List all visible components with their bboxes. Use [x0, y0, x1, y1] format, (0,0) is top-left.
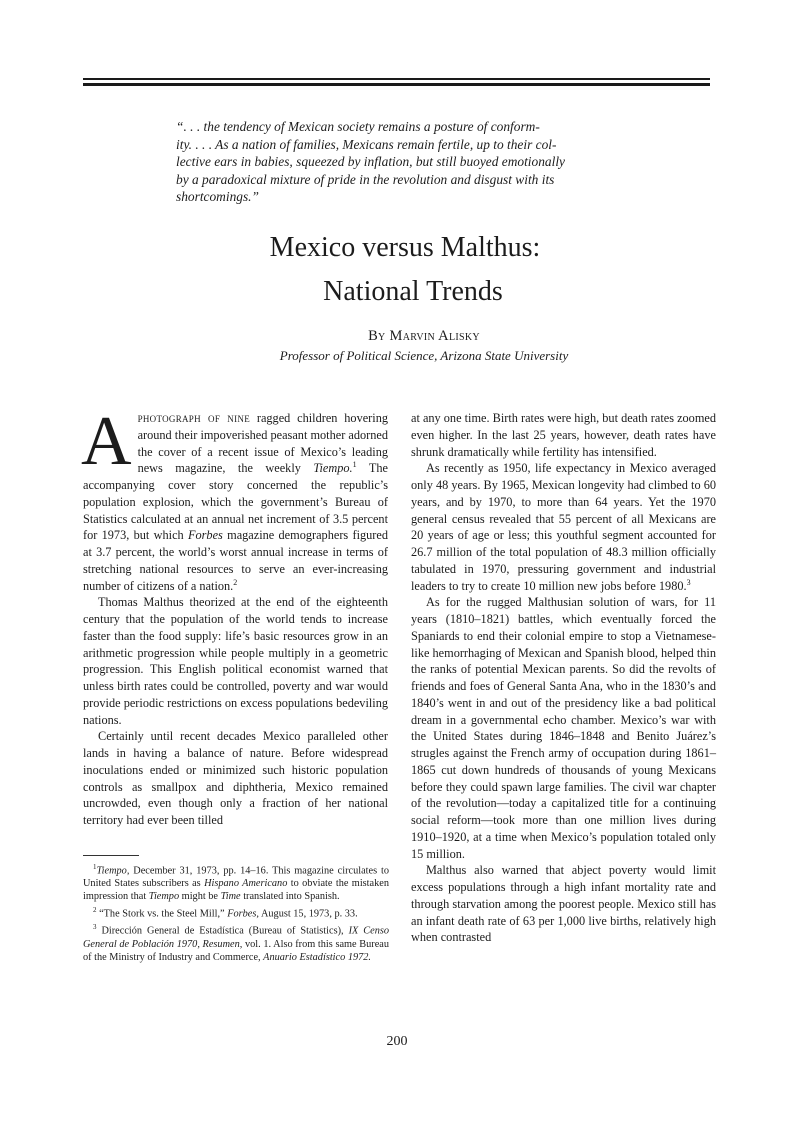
header-rule-thick — [83, 83, 710, 86]
body-column-right — [411, 410, 716, 946]
footnote — [83, 904, 389, 921]
footnote-text: vol. 1. Also from this same Bureau of the Ministry of Industry and Commerce, — [83, 938, 389, 963]
author-byline: By Marvin Alisky — [368, 328, 480, 344]
footnote-source: IX Censo General de Población 1970, Resumen, — [83, 925, 389, 950]
footnote-text: August 15, 1973, p. 33. — [258, 908, 358, 920]
paragraph: Malthus also warned that abject poverty would limit excess populations through a high infant mortality rate and through starvation among the poorest people. Mexico still has an infant death rate of 63 per 1,000 live births, relatively high when contrasted — [411, 863, 716, 945]
footnote-number: 3 — [93, 923, 97, 932]
title-line-1: Mexico versus Malthus: — [269, 232, 541, 263]
magazine-name: Tiempo. — [313, 461, 353, 476]
paragraph-text: magazine demographers figured at 3.7 percent, the world’s worst annual increase in terms of stretching national resources to serve an ever-increasing number of citizens of a nation. — [83, 528, 389, 593]
paragraph-text: The accompanying cover story concerned the republic’s population explosion, which the government’s Bureau of Statistics calculated at an annual net increment of 3.5 percent for 1973, but which — [83, 461, 388, 543]
footnote — [83, 921, 389, 964]
footnote — [83, 861, 389, 904]
footnote-text: might be — [179, 891, 221, 903]
paragraph: Certainly until recent decades Mexico paralleled other lands in having a balance of nature. Before widespread inoculations ended or minimized such historic population controls as smallpox and diphtheria, Mexico remained uncrowded, even though only a fraction of her national territory had ever been tilled — [83, 729, 388, 827]
footnote-source: Hispano Americano — [204, 878, 288, 890]
footnote-divider — [83, 855, 139, 856]
paragraph-text: As recently as 1950, life expectancy in Mexico averaged only 48 years. By 1965, Mexican longevity had climbed to 60 years, and by 1970, to more than 64 years. Yet the 1970 general census revealed that 55 percent of all Mexicans are 20 years of age or less; this youthful segment accounted for 26.7 million of the total population of 48.3 million officially tabulated in 1970, pressuring government and industrial leaders to try to create 10 million new jobs before 1980. — [411, 461, 716, 593]
article-title — [0, 226, 794, 314]
author-affiliation: Professor of Political Science, Arizona State University — [279, 348, 569, 363]
footnote-source: Tiempo — [148, 891, 180, 903]
page-number: 200 — [386, 1034, 408, 1049]
title-line-2: National Trends — [323, 276, 503, 307]
epigraph-line: lective ears in babies, squeezed by inflation, but still buoyed emotionally — [176, 154, 565, 170]
footnote-ref: 2 — [233, 577, 238, 587]
paragraph — [411, 460, 716, 594]
epigraph-line: by a paradoxical mixture of pride in the revolution and disgust with its — [176, 171, 555, 187]
footnote-text: Dirección General de Estadística (Bureau of Statistics), — [96, 925, 349, 937]
footnotes — [83, 861, 389, 965]
footnote-ref: 3 — [686, 577, 691, 587]
lead-in-smallcaps: photograph of nine — [137, 411, 250, 425]
drop-cap: A — [81, 403, 132, 480]
footnote-text: translated into Spanish. — [240, 891, 340, 903]
footnote-source: Forbes, — [227, 908, 259, 920]
epigraph-quote — [176, 118, 634, 206]
paragraph: As for the rugged Malthusian solution of wars, for 11 years (1810–1821) battles, which eventually forced the Spaniards to end their colonial empire to stop a Vietnamese-like hemorrhaging of Mexican and Spanish blood, helped thin the ranks of potential Mexican parents. So did the revolts of friends and foes of General Santa Ana, who in the 1830’s and 1840’s went in and out of the presidency like a bad political dream in a governmental echo chamber. Mexico’s war with the United States during 1846–1848 and Benito Juárez’s strugles against the French army of occupation during 1861–1865 cut down hundreds of thousands of young Mexicans before they could spawn large families. The civil war chapter of the revolution—today a capitalized title for a continuing social reform—took more than one million lives during 1910–1920, at a time when Mexico’s population totaled only 15 million. — [411, 595, 716, 861]
footnote-number: 2 — [93, 906, 97, 915]
footnote-ref: 1 — [352, 460, 357, 470]
paragraph: Thomas Malthus theorized at the end of the eighteenth century that the population of the world tends to increase faster than the food supply: life’s basic resources grow in an arithmetic progression while people multiply in a geometric progression. This English political economist warned that unless birth rates could be controlled, poverty and war would provide periodic restrictions on excess populations bedeviling nations. — [83, 595, 388, 727]
footnote-source: Time — [220, 891, 241, 903]
footnote-source: Tiempo, — [96, 865, 130, 877]
footnote-text: “The Stork vs. the Steel Mill,” — [96, 908, 228, 920]
paragraph: at any one time. Birth rates were high, but death rates zoomed even higher. In the last 25 years, however, death rates have shrunk dramatically while fertility has intensified. — [411, 411, 716, 459]
epigraph-line: “. . . the tendency of Mexican society remains a posture of conform- — [176, 119, 540, 134]
footnote-text: to obviate the mistaken impression that — [83, 878, 389, 903]
paragraph — [81, 403, 389, 594]
footnote-source: Anuario Estadístico 1972. — [263, 951, 372, 963]
header-rule-thin — [83, 78, 710, 80]
magazine-name: Forbes — [187, 528, 223, 543]
epigraph-line: ity. . . . As a nation of families, Mexicans remain fertile, up to their col- — [176, 136, 557, 152]
paragraph-text: ragged children hovering around their impoverished peasant mother adorned the cover of a recent issue of Mexico’s leading news magazine, the weekly — [137, 411, 388, 476]
footnote-number: 1 — [93, 863, 97, 871]
body-column-left — [81, 403, 389, 829]
footnote-text: December 31, 1973, pp. 14–16. This magazine circulates to United States subscribers as — [83, 865, 389, 890]
epigraph-line: shortcomings.” — [176, 189, 259, 205]
